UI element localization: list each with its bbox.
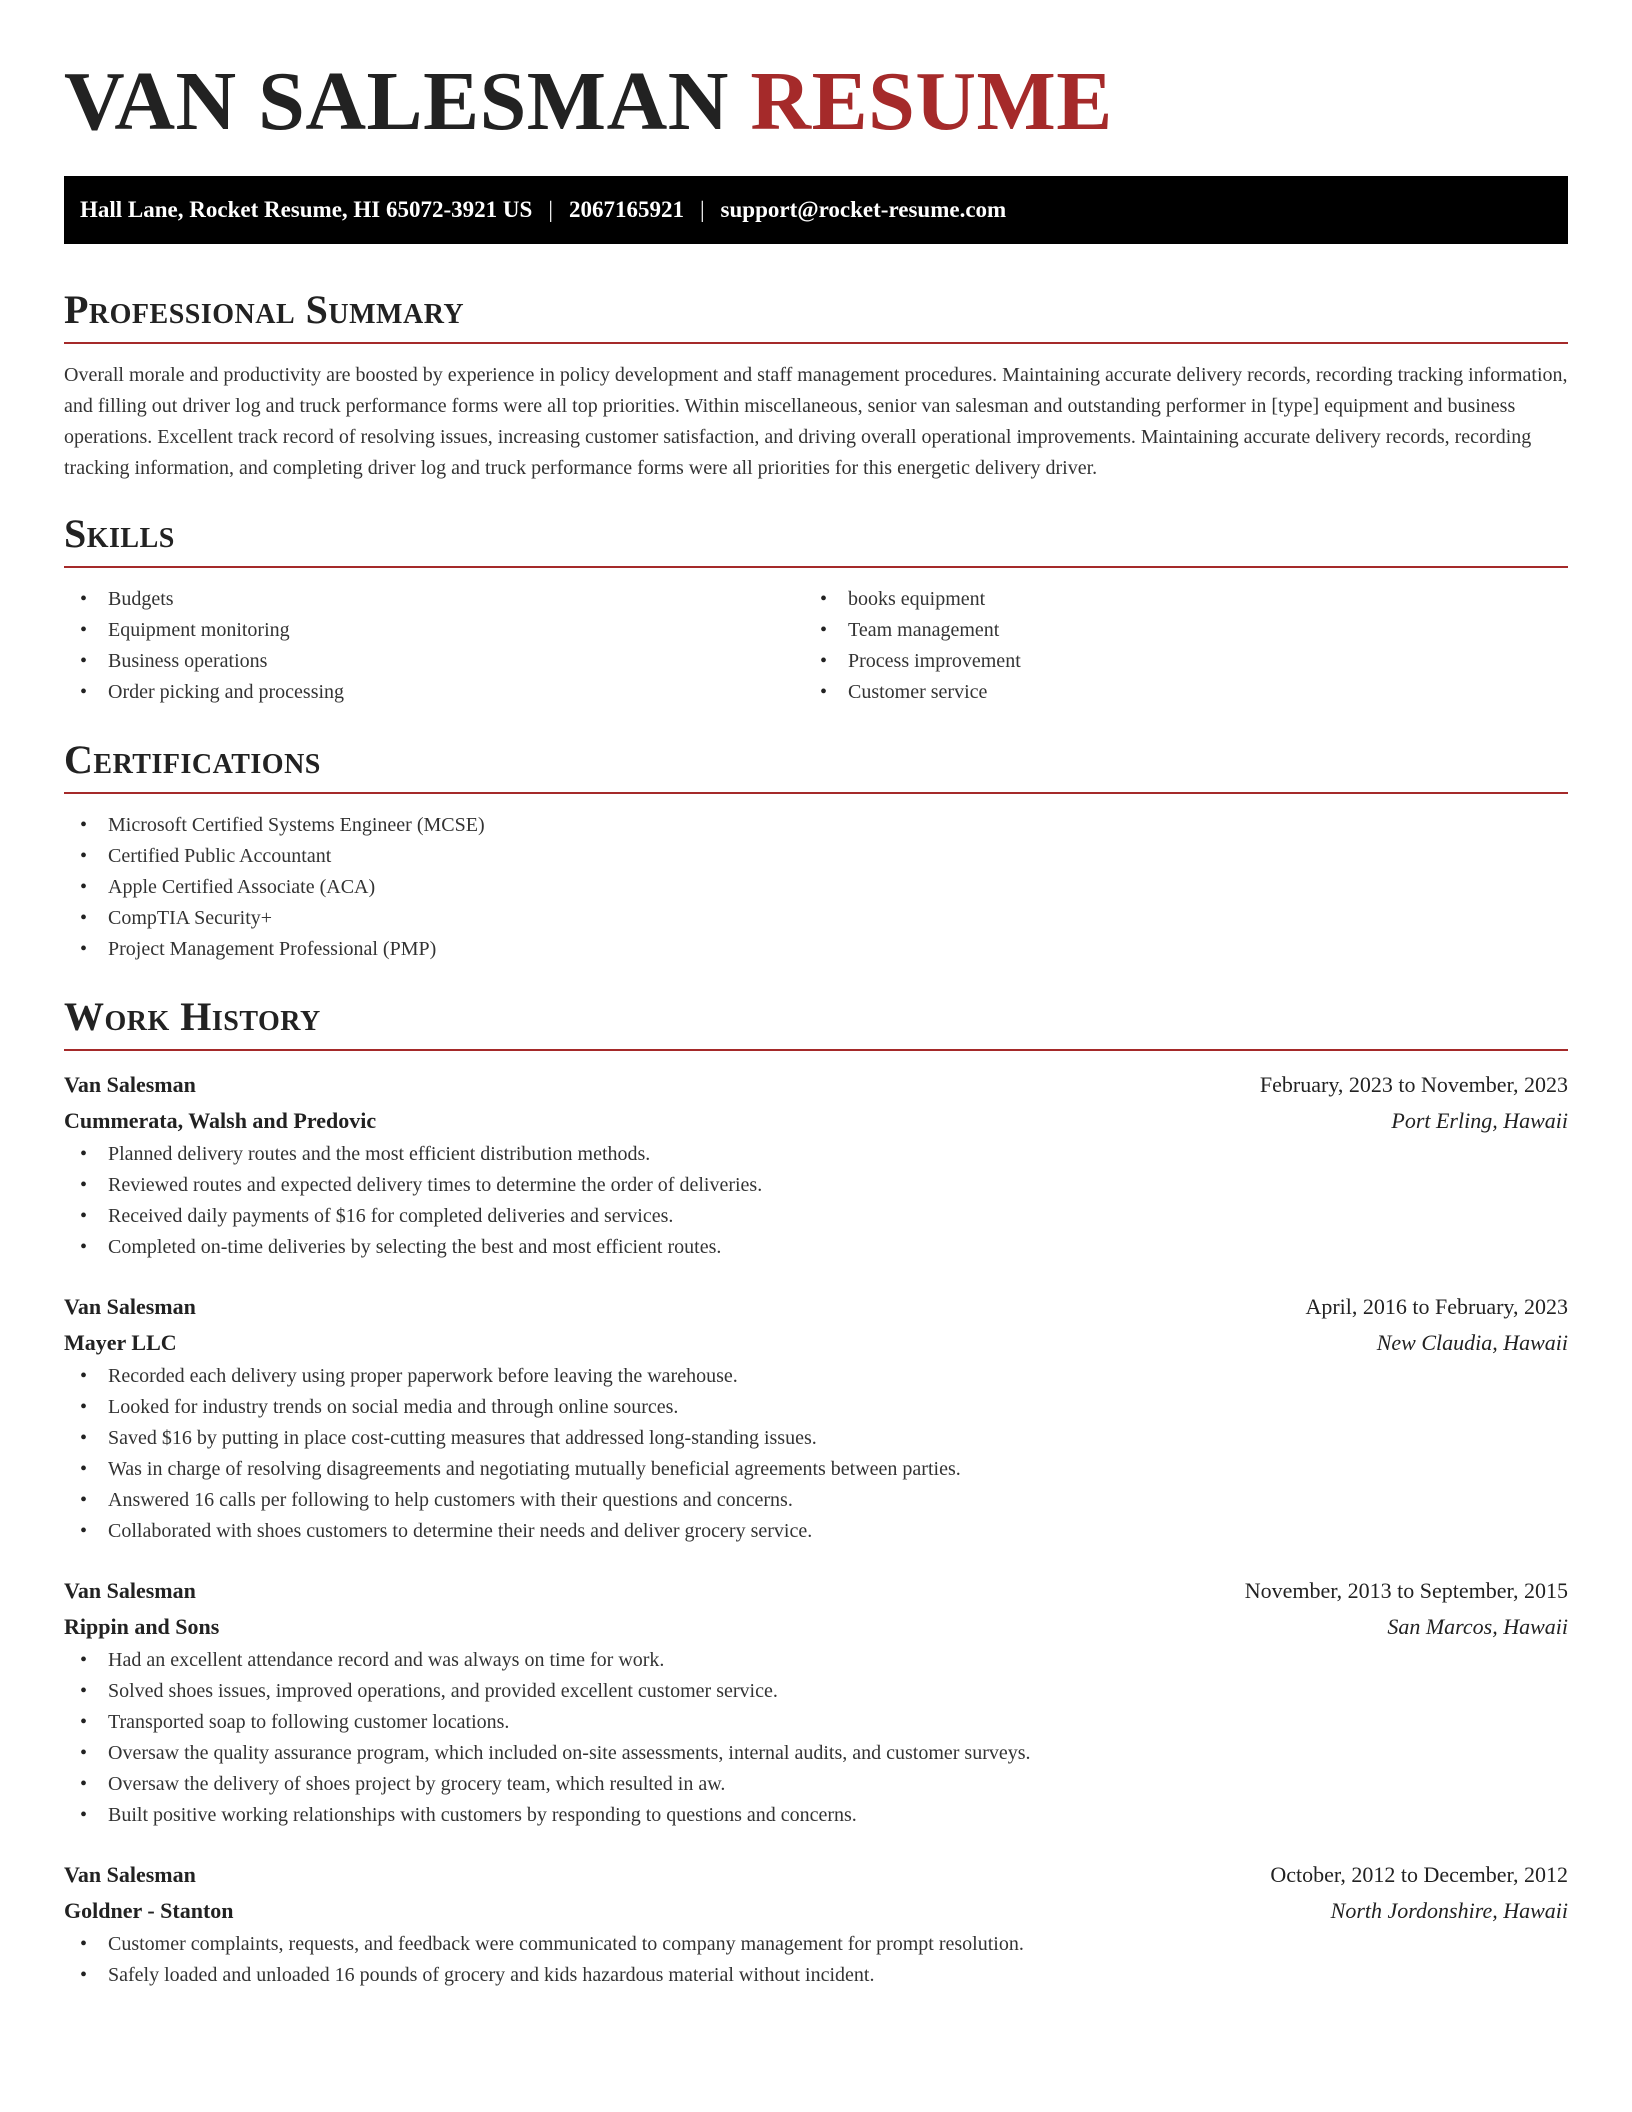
job-company: Mayer LLC <box>64 1330 177 1355</box>
title-main: VAN SALESMAN <box>64 55 729 148</box>
section-divider <box>64 792 1568 794</box>
skills-section <box>64 510 1568 708</box>
skill-item: • Business operations <box>64 646 804 677</box>
job-header <box>64 1573 1568 1609</box>
job-bullet: • Saved $16 by putting in place cost-cutting measures that addressed long-standing issues. <box>64 1423 1568 1454</box>
skill-item: • Process improvement <box>804 646 1544 677</box>
job-bullet: • Looked for industry trends on social media and through online sources. <box>64 1392 1568 1423</box>
resume-title <box>64 52 1568 152</box>
section-divider <box>64 1049 1568 1051</box>
skill-item: • Team management <box>804 615 1544 646</box>
skill-item: • Customer service <box>804 677 1544 708</box>
skill-item: • Order picking and processing <box>64 677 804 708</box>
certification-item: • CompTIA Security+ <box>64 903 1568 934</box>
job-company: Goldner - Stanton <box>64 1898 234 1923</box>
job-subheader <box>64 1103 1568 1139</box>
section-heading: Skills <box>64 511 175 556</box>
job-bullet: • Collaborated with shoes customers to determine their needs and deliver grocery service. <box>64 1516 1568 1547</box>
contact-address: Hall Lane, Rocket Resume, HI 65072-3921 US <box>80 197 533 222</box>
section-divider <box>64 342 1568 344</box>
job-bullet: • Built positive working relationships with customers by responding to questions and concerns. <box>64 1800 1568 1831</box>
job-subheader <box>64 1893 1568 1929</box>
job-company: Cummerata, Walsh and Predovic <box>64 1108 377 1133</box>
contact-bar <box>64 176 1568 244</box>
skill-item: • books equipment <box>804 584 1544 615</box>
job-bullet: • Recorded each delivery using proper paperwork before leaving the warehouse. <box>64 1361 1568 1392</box>
job-bullet: • Customer complaints, requests, and feedback were communicated to company management for prompt resolution. <box>64 1929 1568 1960</box>
job-subheader <box>64 1609 1568 1645</box>
job-location: Port Erling, Hawaii <box>1391 1108 1568 1133</box>
job-title: Van Salesman <box>64 1862 196 1887</box>
certification-item: • Microsoft Certified Systems Engineer (MCSE) <box>64 810 1568 841</box>
summary-text: Overall morale and productivity are boosted by experience in policy development and staff management procedures. Maintaining accurate delivery records, recording tracking information, and filling out driver log and truck performance forms were all top priorities. Within miscellaneous, senior van salesman and outstanding performer in [type] equipment and business operations. Excellent track record of resolving issues, increasing customer satisfaction, and driving overall operational improvements. Maintaining accurate delivery records, recording tracking information, and completing driver log and truck performance forms were all priorities for this energetic delivery driver. <box>64 364 1568 479</box>
title-accent: RESUME <box>750 55 1113 148</box>
skills-grid <box>64 584 1568 708</box>
certification-item: • Project Management Professional (PMP) <box>64 934 1568 965</box>
certifications-list <box>64 810 1568 965</box>
skill-item: • Equipment monitoring <box>64 615 804 646</box>
job-title: Van Salesman <box>64 1294 196 1319</box>
job-bullet: • Solved shoes issues, improved operations, and provided excellent customer service. <box>64 1676 1568 1707</box>
job-bullets <box>64 1645 1568 1831</box>
job-title: Van Salesman <box>64 1072 196 1097</box>
job-entry <box>64 1857 1568 1991</box>
job-bullet: • Received daily payments of $16 for completed deliveries and services. <box>64 1201 1568 1232</box>
certification-item: • Certified Public Accountant <box>64 841 1568 872</box>
job-dates: November, 2013 to September, 2015 <box>1244 1578 1568 1603</box>
certification-item: • Apple Certified Associate (ACA) <box>64 872 1568 903</box>
job-entry <box>64 1067 1568 1263</box>
job-company: Rippin and Sons <box>64 1614 220 1639</box>
job-header <box>64 1857 1568 1893</box>
job-bullet: • Completed on-time deliveries by selecting the best and most efficient routes. <box>64 1232 1568 1263</box>
contact-separator: | <box>699 197 705 222</box>
job-location: San Marcos, Hawaii <box>1387 1614 1568 1639</box>
job-bullet: • Was in charge of resolving disagreements and negotiating mutually beneficial agreements between parties. <box>64 1454 1568 1485</box>
skills-column-right <box>804 584 1544 708</box>
job-dates: April, 2016 to February, 2023 <box>1305 1294 1568 1319</box>
job-header <box>64 1289 1568 1325</box>
job-subheader <box>64 1325 1568 1361</box>
contact-separator: | <box>548 197 553 222</box>
job-entry <box>64 1573 1568 1831</box>
job-bullets <box>64 1361 1568 1547</box>
resume-content <box>64 0 1568 1991</box>
section-divider <box>64 566 1568 568</box>
job-bullet: • Planned delivery routes and the most efficient distribution methods. <box>64 1139 1568 1170</box>
contact-phone: 2067165921 <box>568 197 684 222</box>
job-bullet: • Transported soap to following customer locations. <box>64 1707 1568 1738</box>
job-title: Van Salesman <box>64 1578 196 1603</box>
job-bullet: • Reviewed routes and expected delivery times to determine the order of deliveries. <box>64 1170 1568 1201</box>
work-history-section <box>64 993 1568 1991</box>
job-entry <box>64 1289 1568 1547</box>
certifications-section <box>64 736 1568 965</box>
section-heading: Professional Summary <box>64 287 465 332</box>
job-bullets <box>64 1929 1568 1991</box>
job-location: New Claudia, Hawaii <box>1376 1330 1568 1355</box>
job-location: North Jordonshire, Hawaii <box>1330 1898 1568 1923</box>
job-bullet: • Oversaw the delivery of shoes project by grocery team, which resulted in aw. <box>64 1769 1568 1800</box>
section-heading: Work History <box>64 994 321 1039</box>
job-bullet: • Safely loaded and unloaded 16 pounds of grocery and kids hazardous material without incident. <box>64 1960 1568 1991</box>
skill-item: • Budgets <box>64 584 804 615</box>
section-heading: Certifications <box>64 737 321 782</box>
job-bullet: • Had an excellent attendance record and was always on time for work. <box>64 1645 1568 1676</box>
job-bullet: • Oversaw the quality assurance program, which included on-site assessments, internal audits, and customer surveys. <box>64 1738 1568 1769</box>
job-bullet: • Answered 16 calls per following to help customers with their questions and concerns. <box>64 1485 1568 1516</box>
professional-summary-section <box>64 286 1568 484</box>
contact-email: support@rocket-resume.com <box>720 197 1007 222</box>
job-dates: February, 2023 to November, 2023 <box>1259 1072 1568 1097</box>
job-header <box>64 1067 1568 1103</box>
job-bullets <box>64 1139 1568 1263</box>
skills-column-left <box>64 584 804 708</box>
job-dates: October, 2012 to December, 2012 <box>1270 1862 1568 1887</box>
